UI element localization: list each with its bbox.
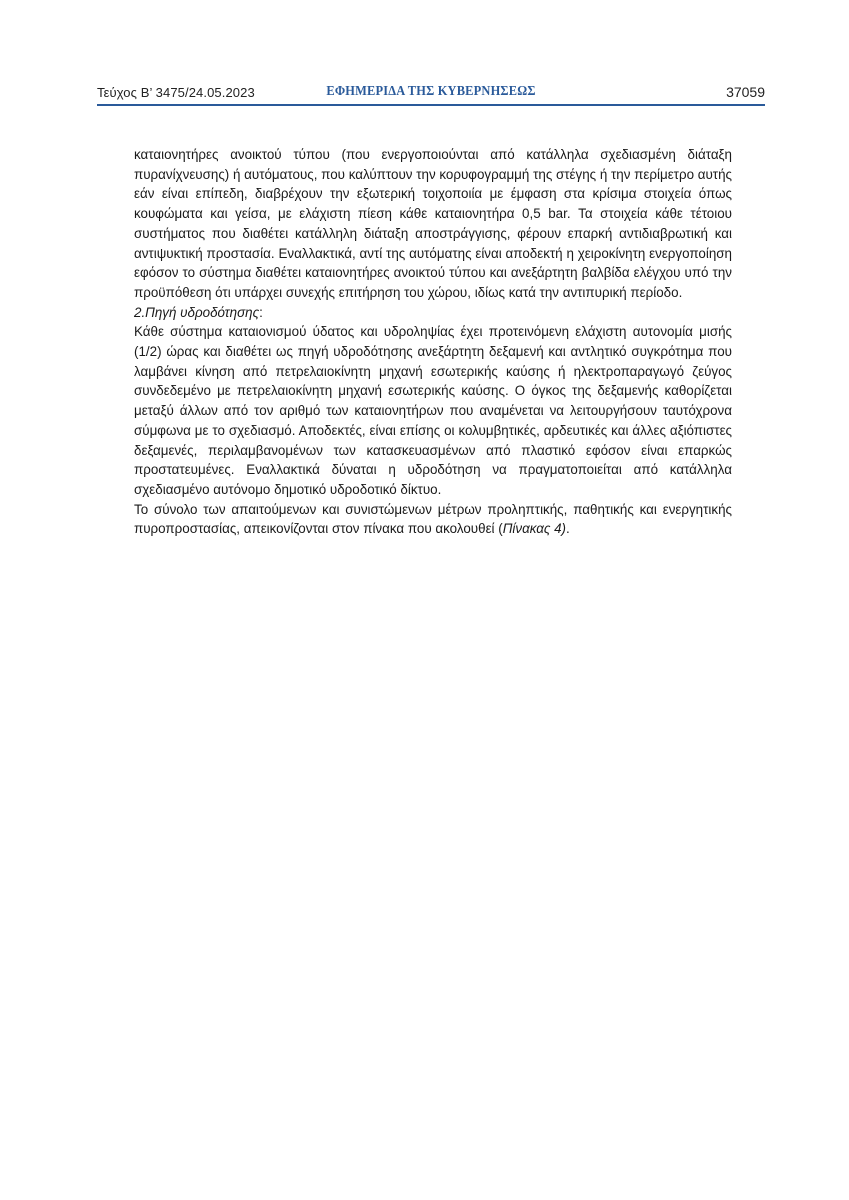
paragraph-summary [134,500,732,539]
page-header [97,83,765,105]
section-subheading [134,303,732,323]
paragraph-water-supply: Κάθε σύστημα καταιονισμού ύδατος και υδροληψίας έχει προτεινόμενη ελάχιστη αυτονομία μισής (1/2) ώρας και διαθέτει ως πηγή υδροδότησης ανεξάρτητη δεξαμενή και αντλητικό συγκρότημα που λαμβάνει κίνηση από πετρελαιοκίνητη μηχανή εσωτερικής καύσης ή ηλεκτροπαραγωγό ζεύγος συνδεδεμένο με πετρελαιοκίνητη μηχανή εσωτερικής καύσης. Ο όγκος της δεξαμενής καθορίζεται μεταξύ άλλων από τον αριθμό των καταιονητήρων που αναμένεται να λειτουργήσουν ταυτόχρονα σύμφωνα με το σχεδιασμό. Αποδεκτές, είναι επίσης οι κολυμβητικές, αρδευτικές και άλλες αξιόπιστες δεξαμενές, περιλαμβανομένων των κατασκευασμένων από πλαστικό εφόσον είναι επαρκώς προστατευμένες. Εναλλακτικά δύναται η υδροδότηση να πραγματοποιείται από κατάλληλα σχεδιασμένο αυτόνομο δημοτικό υδροδοτικό δίκτυο. [134,324,732,497]
paragraph-sprinklers: καταιονητήρες ανοικτού τύπου (που ενεργοποιούνται από κατάλληλα σχεδιασμένη διάταξη πυρανίχνευσης) ή αυτόματους, που καλύπτουν την κορυφογραμμή της στέγης ή την περίμετρο αυτής εάν είναι επίπεδη, διαβρέχουν την εξωτερική τοιχοποιία με έμφαση στα κρίσιμα στοιχεία όπως κουφώματα και γείσα, με ελάχιστη πίεση κάθε καταιονητήρα 0,5 bar. Τα στοιχεία κάθε τέτοιου συστήματος που διαθέτει κατάλληλη διάταξη αποστράγγισης, φέρουν επαρκή αντιδιαβρωτική και αντιψυκτική προστασία. Εναλλακτικά, αντί της αυτόματης είναι αποδεκτή η χειροκίνητη ενεργοποίηση εφόσον το σύστημα διαθέτει καταιονητήρες ανοικτού τύπου και ανεξάρτητη βαλβίδα ελέγχου υπό την προϋπόθεση ότι υπάρχει συνεχής επιτήρηση του χώρου, ιδίως κατά την αντιπυρική περίοδο. [134,147,732,300]
subheading-text: 2.Πηγή υδροδότησης [134,304,260,320]
summary-text: Το σύνολο των απαιτούμενων και συνιστώμενων μέτρων προληπτικής, παθητικής και ενεργητικής πυροπροστασίας, απεικονίζονται στον πίνακα που ακολουθεί ( [134,501,732,537]
document-body [134,145,732,539]
header-rule [97,104,765,106]
journal-title: ΕΦΗΜΕΡΙΔΑ ΤΗΣ ΚΥΒΕΡΝΗΣΕΩΣ [326,83,536,98]
page-number: 37059 [726,84,765,100]
issue-number: Τεύχος Β’ 3475/24.05.2023 [97,85,255,100]
summary-end: . [566,521,570,537]
subheading-colon: : [259,304,263,320]
table-reference: Πίνακας 4) [502,521,567,537]
